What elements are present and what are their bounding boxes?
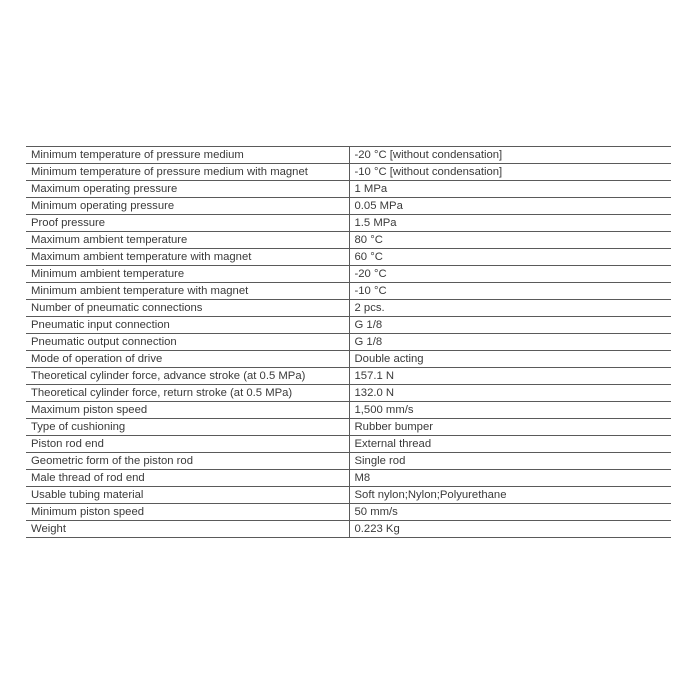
- spec-row: [26, 521, 671, 538]
- spec-row: [26, 368, 671, 385]
- spec-value: 2 pcs.: [349, 300, 671, 317]
- spec-row: [26, 300, 671, 317]
- spec-label: Number of pneumatic connections: [26, 300, 349, 317]
- spec-label: Minimum piston speed: [26, 504, 349, 521]
- spec-value: 0.223 Kg: [349, 521, 671, 538]
- spec-value: -10 °C: [349, 283, 671, 300]
- spec-label: Pneumatic input connection: [26, 317, 349, 334]
- spec-value: 0.05 MPa: [349, 198, 671, 215]
- spec-label: Maximum operating pressure: [26, 181, 349, 198]
- spec-value: Double acting: [349, 351, 671, 368]
- spec-value: M8: [349, 470, 671, 487]
- spec-table: [26, 146, 671, 538]
- spec-value: 1,500 mm/s: [349, 402, 671, 419]
- spec-row: [26, 419, 671, 436]
- spec-value: Rubber bumper: [349, 419, 671, 436]
- spec-value: Single rod: [349, 453, 671, 470]
- spec-row: [26, 453, 671, 470]
- spec-row: [26, 470, 671, 487]
- spec-label: Pneumatic output connection: [26, 334, 349, 351]
- spec-value: 1.5 MPa: [349, 215, 671, 232]
- spec-label: Maximum ambient temperature with magnet: [26, 249, 349, 266]
- spec-row: [26, 436, 671, 453]
- spec-label: Maximum piston speed: [26, 402, 349, 419]
- spec-value: G 1/8: [349, 334, 671, 351]
- spec-label: Minimum temperature of pressure medium with magnet: [26, 164, 349, 181]
- spec-row: [26, 317, 671, 334]
- spec-label: Theoretical cylinder force, return stroke (at 0.5 MPa): [26, 385, 349, 402]
- spec-row: [26, 504, 671, 521]
- spec-label: Weight: [26, 521, 349, 538]
- spec-row: [26, 164, 671, 181]
- spec-label: Theoretical cylinder force, advance stroke (at 0.5 MPa): [26, 368, 349, 385]
- spec-value: -10 °C [without condensation]: [349, 164, 671, 181]
- spec-label: Male thread of rod end: [26, 470, 349, 487]
- spec-value: 50 mm/s: [349, 504, 671, 521]
- spec-label: Usable tubing material: [26, 487, 349, 504]
- spec-row: [26, 147, 671, 164]
- spec-label: Maximum ambient temperature: [26, 232, 349, 249]
- spec-label: Geometric form of the piston rod: [26, 453, 349, 470]
- spec-label: Piston rod end: [26, 436, 349, 453]
- spec-value: -20 °C: [349, 266, 671, 283]
- spec-row: [26, 198, 671, 215]
- spec-label: Minimum ambient temperature with magnet: [26, 283, 349, 300]
- spec-row: [26, 181, 671, 198]
- spec-row: [26, 283, 671, 300]
- spec-table-body: [26, 147, 671, 538]
- spec-value: G 1/8: [349, 317, 671, 334]
- spec-row: [26, 215, 671, 232]
- spec-row: [26, 351, 671, 368]
- spec-label: Minimum operating pressure: [26, 198, 349, 215]
- spec-value: 157.1 N: [349, 368, 671, 385]
- spec-row: [26, 402, 671, 419]
- spec-row: [26, 266, 671, 283]
- spec-label: Minimum temperature of pressure medium: [26, 147, 349, 164]
- spec-value: -20 °C [without condensation]: [349, 147, 671, 164]
- spec-row: [26, 385, 671, 402]
- spec-value: 60 °C: [349, 249, 671, 266]
- spec-value: 1 MPa: [349, 181, 671, 198]
- spec-row: [26, 249, 671, 266]
- spec-value: 132.0 N: [349, 385, 671, 402]
- spec-label: Type of cushioning: [26, 419, 349, 436]
- spec-value: 80 °C: [349, 232, 671, 249]
- spec-label: Mode of operation of drive: [26, 351, 349, 368]
- spec-label: Proof pressure: [26, 215, 349, 232]
- spec-row: [26, 334, 671, 351]
- spec-label: Minimum ambient temperature: [26, 266, 349, 283]
- spec-row: [26, 487, 671, 504]
- spec-value: Soft nylon;Nylon;Polyurethane: [349, 487, 671, 504]
- spec-row: [26, 232, 671, 249]
- spec-value: External thread: [349, 436, 671, 453]
